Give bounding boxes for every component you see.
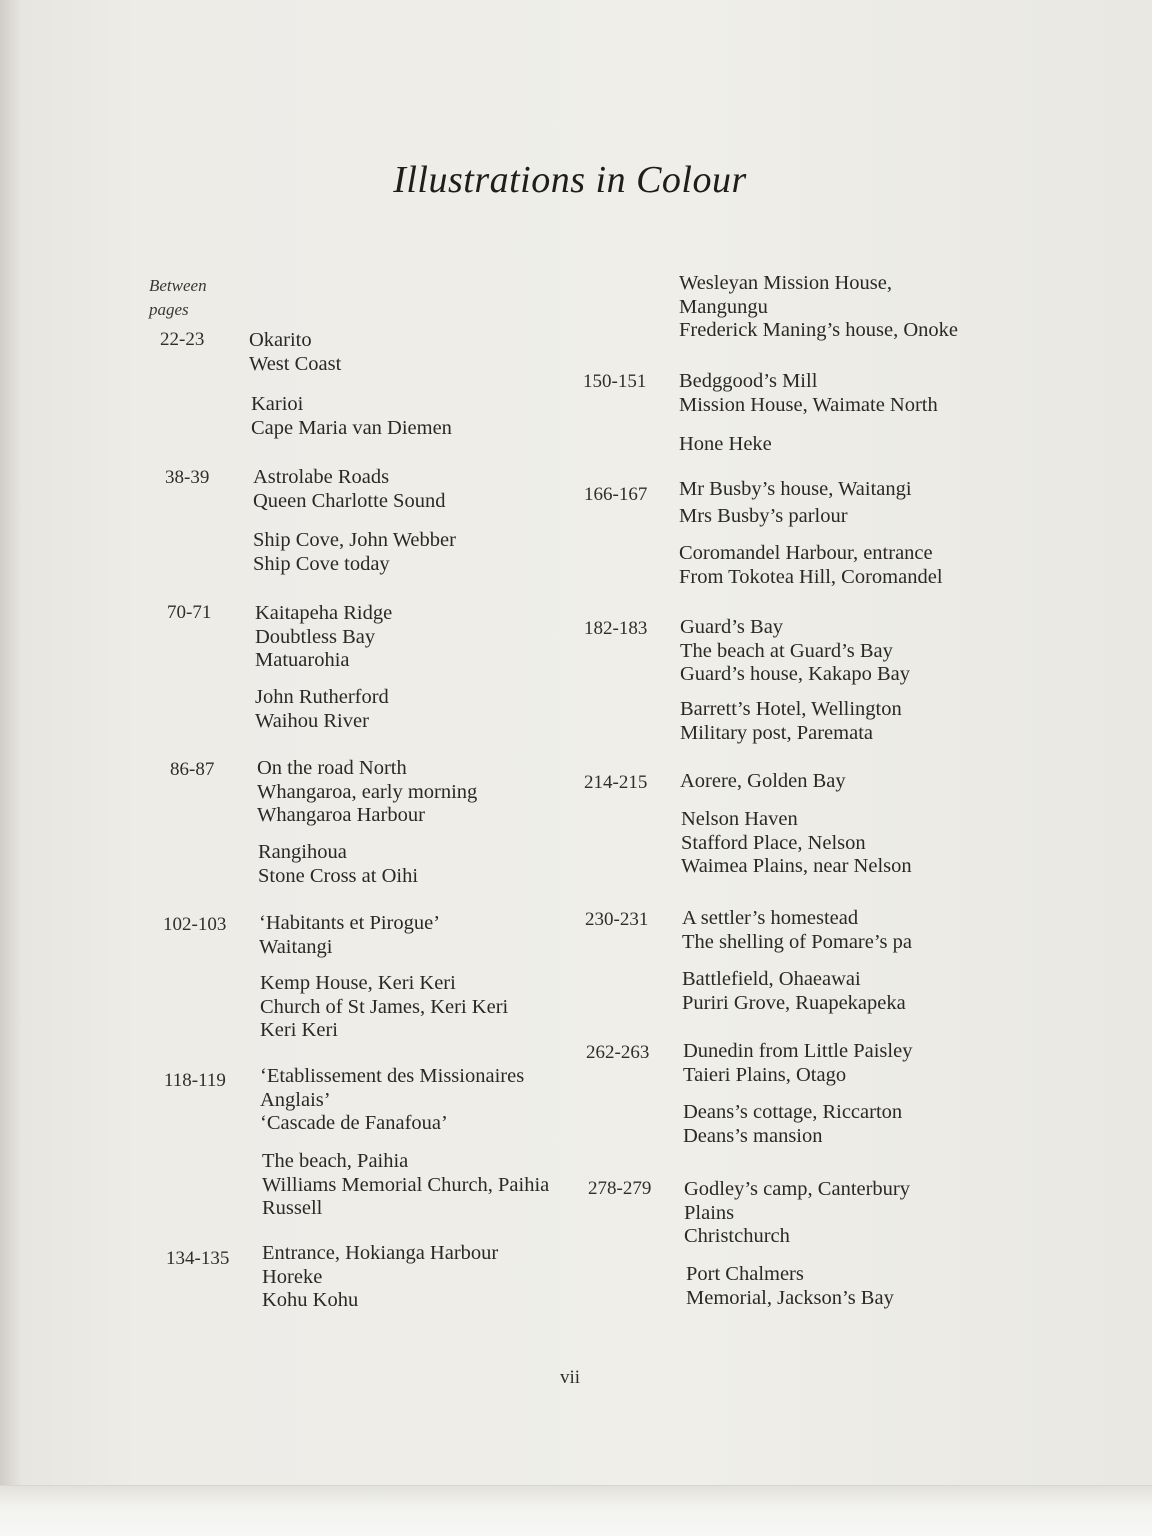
caption: John Rutherford [255, 686, 389, 708]
caption: Memorial, Jackson’s Bay [686, 1286, 894, 1309]
caption: Hone Heke [679, 433, 772, 455]
page-number: vii [559, 1367, 581, 1388]
caption: Stone Cross at Oihi [258, 864, 419, 887]
caption: ‘Etablissement des Missionaires [260, 1065, 525, 1087]
caption: Rangihoua [258, 841, 347, 863]
caption-group [679, 478, 912, 528]
column-header-line: pages [149, 300, 189, 319]
page-range: 70-71 [167, 602, 212, 623]
page-range: 118-119 [164, 1070, 226, 1091]
caption-group [255, 686, 389, 733]
caption: Okarito [249, 329, 312, 351]
caption: Military post, Paremata [680, 721, 873, 744]
caption-group [679, 370, 938, 417]
page-range: 102-103 [163, 914, 227, 935]
caption-group [260, 1065, 524, 1136]
caption: Horeke [262, 1265, 323, 1288]
caption: Battlefield, Ohaeawai [682, 968, 861, 990]
caption-group [262, 1150, 549, 1221]
caption-group [680, 616, 910, 687]
caption-group [679, 272, 958, 343]
caption: A settler’s homestead [682, 907, 859, 929]
column-header [149, 274, 207, 322]
caption: Stafford Place, Nelson [681, 831, 866, 854]
caption: ‘Habitants et Pirogue’ [259, 912, 441, 934]
caption: Keri Keri [260, 1019, 338, 1041]
caption-group [679, 433, 772, 457]
page-gutter-shadow [0, 0, 22, 1536]
page-range: 38-39 [165, 467, 210, 488]
caption: ‘Cascade de Fanafoua’ [260, 1112, 448, 1134]
caption-group [680, 770, 846, 794]
page-range: 86-87 [170, 759, 215, 780]
caption-group [682, 907, 912, 954]
caption: The shelling of Pomare’s pa [682, 930, 913, 953]
page-range: 214-215 [584, 772, 648, 793]
caption: Kohu Kohu [262, 1289, 359, 1311]
caption: Cape Maria van Diemen [251, 416, 452, 439]
caption: Bedggood’s Mill [679, 370, 818, 392]
caption: Church of St James, Keri Keri [260, 995, 509, 1018]
page-range: 262-263 [586, 1042, 650, 1063]
page-range: 134-135 [166, 1248, 230, 1269]
page-range: 150-151 [583, 371, 647, 392]
caption: Port Chalmers [686, 1263, 804, 1285]
caption: Kemp House, Keri Keri [260, 972, 456, 994]
caption: The beach at Guard’s Bay [680, 639, 893, 662]
caption: Russell [262, 1197, 323, 1219]
caption: Doubtless Bay [255, 625, 376, 648]
caption-group [255, 602, 392, 673]
caption: Queen Charlotte Sound [253, 489, 446, 512]
caption: Plains [684, 1201, 735, 1224]
caption-group [680, 698, 902, 745]
column-header-line: Between [149, 276, 207, 295]
caption: Christchurch [684, 1225, 790, 1247]
caption-group [259, 912, 440, 959]
caption: The beach, Paihia [262, 1150, 409, 1172]
caption: Dunedin from Little Paisley [683, 1040, 913, 1062]
caption: Frederick Maning’s house, Onoke [679, 319, 958, 341]
caption: Whangaroa Harbour [257, 804, 425, 826]
caption: Williams Memorial Church, Paihia [262, 1173, 550, 1196]
caption-group [681, 808, 912, 879]
caption-group [682, 968, 906, 1015]
caption: From Tokotea Hill, Coromandel [679, 565, 943, 588]
page-title: Illustrations in Colour [393, 159, 747, 201]
caption: Guard’s Bay [680, 616, 784, 638]
caption: Aorere, Golden Bay [680, 770, 846, 792]
caption: Deans’s mansion [683, 1124, 823, 1147]
caption: Astrolabe Roads [253, 466, 390, 488]
caption-group [249, 329, 341, 376]
caption: Waihou River [255, 709, 369, 732]
caption: Ship Cove today [253, 552, 390, 575]
caption-group [686, 1263, 894, 1310]
caption: Coromandel Harbour, entrance [679, 542, 933, 564]
caption: Mission House, Waimate North [679, 393, 938, 416]
caption: Nelson Haven [681, 808, 798, 830]
caption-group [684, 1178, 910, 1249]
caption: Karioi [251, 393, 304, 415]
page-range: 182-183 [584, 618, 648, 639]
caption: Waimea Plains, near Nelson [681, 855, 912, 877]
caption: Wesleyan Mission House, [679, 272, 893, 294]
caption: Puriri Grove, Ruapekapeka [682, 991, 906, 1014]
caption: Mrs Busby’s parlour [679, 504, 848, 527]
caption-group [683, 1040, 912, 1087]
caption: Mr Busby’s house, Waitangi [679, 478, 912, 500]
caption-group [251, 393, 452, 440]
caption: Godley’s camp, Canterbury [684, 1178, 911, 1200]
caption: Deans’s cottage, Riccarton [683, 1101, 903, 1123]
caption: Kaitapeha Ridge [255, 602, 393, 624]
caption: Whangaroa, early morning [257, 780, 478, 803]
page-range: 22-23 [160, 329, 205, 350]
page-range: 278-279 [588, 1178, 652, 1199]
caption: Mangungu [679, 295, 768, 318]
caption-group [262, 1242, 498, 1313]
caption: Taieri Plains, Otago [683, 1063, 847, 1086]
caption: Anglais’ [260, 1088, 331, 1111]
caption-group [253, 529, 456, 576]
caption: West Coast [249, 352, 342, 375]
caption-group [257, 757, 477, 828]
caption: Guard’s house, Kakapo Bay [680, 663, 911, 685]
caption-group [258, 841, 418, 888]
caption-group [260, 972, 508, 1043]
caption: Ship Cove, John Webber [253, 529, 456, 551]
caption: Matuarohia [255, 649, 350, 671]
caption: Barrett’s Hotel, Wellington [680, 698, 902, 720]
caption-group [679, 542, 943, 589]
caption: On the road North [257, 757, 407, 779]
caption: Waitangi [259, 935, 333, 958]
caption-group [683, 1101, 902, 1148]
caption: Entrance, Hokianga Harbour [262, 1242, 499, 1264]
page-range: 166-167 [584, 484, 648, 505]
page-range: 230-231 [585, 909, 649, 930]
caption-group [253, 466, 445, 513]
page-bottom-edge [0, 1485, 1152, 1536]
